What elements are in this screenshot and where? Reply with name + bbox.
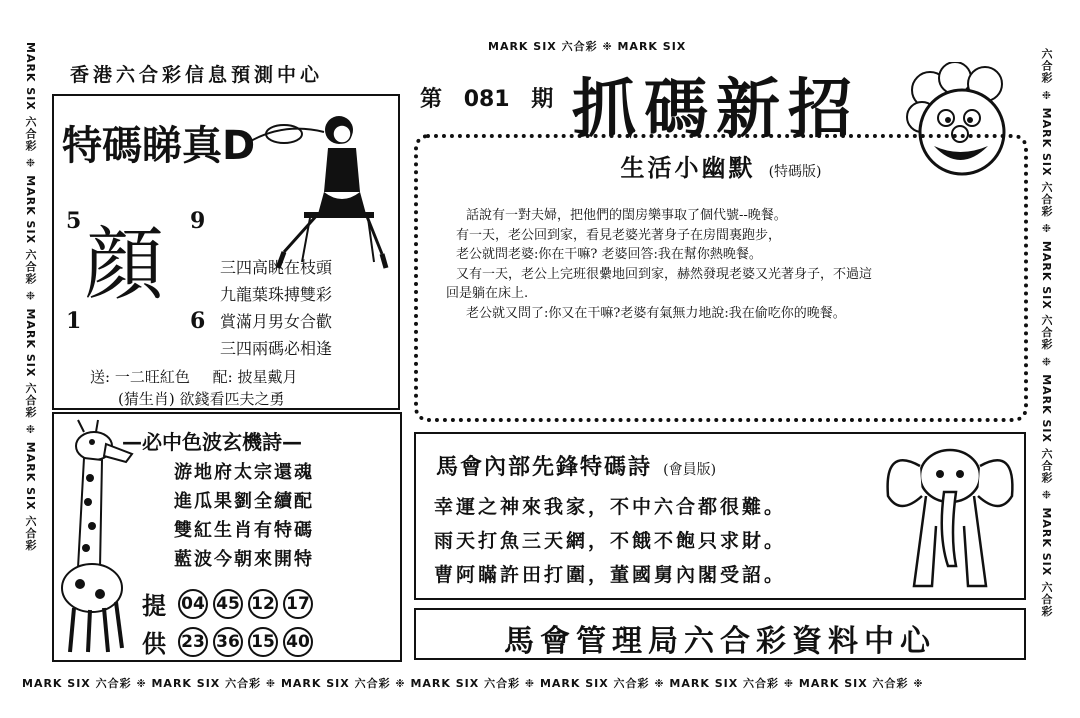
send-match-row [90, 366, 298, 387]
pioneer-subtitle: (會員版) [663, 462, 717, 478]
pioneer-line: 雨天打魚三天網，不餓不飽只求財。 [434, 530, 787, 552]
humor-line: 回是躺在床上. [446, 286, 529, 301]
humor-subtitle: (特碼版) [768, 164, 822, 180]
pioneer-title-row [436, 450, 716, 481]
footer-banner-box [414, 608, 1026, 660]
special-code-box [52, 94, 400, 410]
verse-line: 三四高眺在枝頭 [220, 258, 333, 277]
number-ball: 36 [213, 627, 243, 657]
humor-title-row [418, 148, 1024, 183]
color-poem-box [52, 412, 402, 662]
bottom-border-band: MARK SIX 六合彩 ❉ MARK SIX 六合彩 ❉ MARK SIX 六合彩 ❉ MARK SIX 六合彩 ❉ MARK SIX 六合彩 ❉ MARK SIX 六合彩 ❉ MARK SIX 六合彩 ❉ [22, 677, 924, 690]
number-ball: 04 [178, 589, 208, 619]
pioneer-line: 曹阿瞞許田打圍，董國舅內閣受詔。 [434, 564, 787, 586]
send-label: 送: [90, 368, 111, 386]
issue-number: 081 [463, 87, 510, 112]
center-name: 香港六合彩信息預測中心 [70, 64, 324, 86]
color-poem-line: 雙紅生肖有特碼 [174, 520, 314, 541]
provided-label-top: 提 [142, 592, 166, 620]
footer-banner: 馬會管理局六合彩資料中心 [504, 624, 936, 659]
humor-box [414, 134, 1028, 422]
color-poem-title: —必中色波玄機詩— [122, 430, 302, 454]
guess-row [118, 388, 285, 409]
guess-label: (猜生肖) [118, 390, 175, 408]
num-bottom-left: 1 [66, 308, 82, 334]
number-ball: 45 [213, 589, 243, 619]
verse-list [220, 254, 332, 362]
provided-row-top [142, 586, 318, 621]
page-title: 抓碼新招 [572, 73, 860, 147]
color-poem-line: 藍波今朝來開特 [174, 549, 314, 570]
guess-value: 欲錢看匹夫之勇 [179, 390, 285, 408]
send-value: 一二旺紅色 [114, 368, 190, 386]
number-ball: 23 [178, 627, 208, 657]
special-code-title: 特碼睇真D [62, 123, 256, 169]
number-ball: 17 [283, 589, 313, 619]
humor-line: 老公就又問了:你又在干嘛?老婆有氣無力地說:我在偷吃你的晚餐。 [466, 305, 846, 321]
right-border-band: 六合彩 ❉ MARK SIX 六合彩 ❉ MARK SIX 六合彩 ❉ MARK SIX 六合彩 ❉ MARK SIX 六合彩 [1040, 48, 1053, 618]
verse-line: 賞滿月男女合歡 [220, 312, 333, 331]
number-ball: 15 [248, 627, 278, 657]
number-ball: 40 [283, 627, 313, 657]
num-bottom-right: 6 [190, 308, 206, 334]
humor-body [446, 206, 1016, 323]
pioneer-lines [434, 490, 786, 592]
issue-prefix: 第 [420, 87, 443, 112]
color-poem-line: 游地府太宗還魂 [174, 462, 314, 483]
woman-illustration [244, 102, 394, 272]
issue-label [420, 82, 553, 113]
match-value: 披星戴月 [237, 368, 298, 386]
num-top-left: 5 [66, 208, 82, 234]
number-ball: 12 [248, 589, 278, 619]
humor-line: 有一天，老公回到家，看見老婆光著身子在房間裏跑步， [456, 227, 782, 243]
humor-line: 老公就問老婆:你在干嘛? 老婆回答:我在幫你熱晚餐。 [456, 247, 762, 262]
match-label: 配: [212, 368, 233, 386]
num-top-right: 9 [190, 208, 206, 234]
humor-title: 生活小幽默 [620, 153, 756, 182]
pioneer-line: 幸運之神來我家，不中六合都很難。 [434, 496, 787, 518]
elephant-illustration [880, 436, 1020, 596]
top-border-band: MARK SIX 六合彩 ❉ MARK SIX [488, 40, 687, 53]
humor-line: 話說有一對夫婦，把他們的閨房樂事取了個代號--晚餐。 [466, 208, 787, 223]
provided-label-bottom: 供 [142, 630, 166, 658]
verse-line: 九龍葉珠搏雙彩 [220, 285, 333, 304]
color-poem-line: 進瓜果劉全續配 [174, 491, 314, 512]
verse-line: 三四兩碼必相逢 [220, 339, 333, 358]
left-border-band: MARK SIX 六合彩 ❉ MARK SIX 六合彩 ❉ MARK SIX 六合彩 ❉ MARK SIX 六合彩 [24, 42, 37, 552]
big-character: 顔 [84, 218, 164, 311]
pioneer-title: 馬會內部先鋒特碼詩 [436, 454, 653, 480]
humor-line: 又有一天，老公上完班很纍地回到家，赫然發現老婆又光著身子，不過這 [456, 266, 873, 282]
issue-suffix: 期 [531, 87, 554, 112]
provided-row-bottom [142, 624, 318, 659]
pioneer-poem-box [414, 432, 1026, 600]
color-poem-lines [174, 458, 314, 574]
